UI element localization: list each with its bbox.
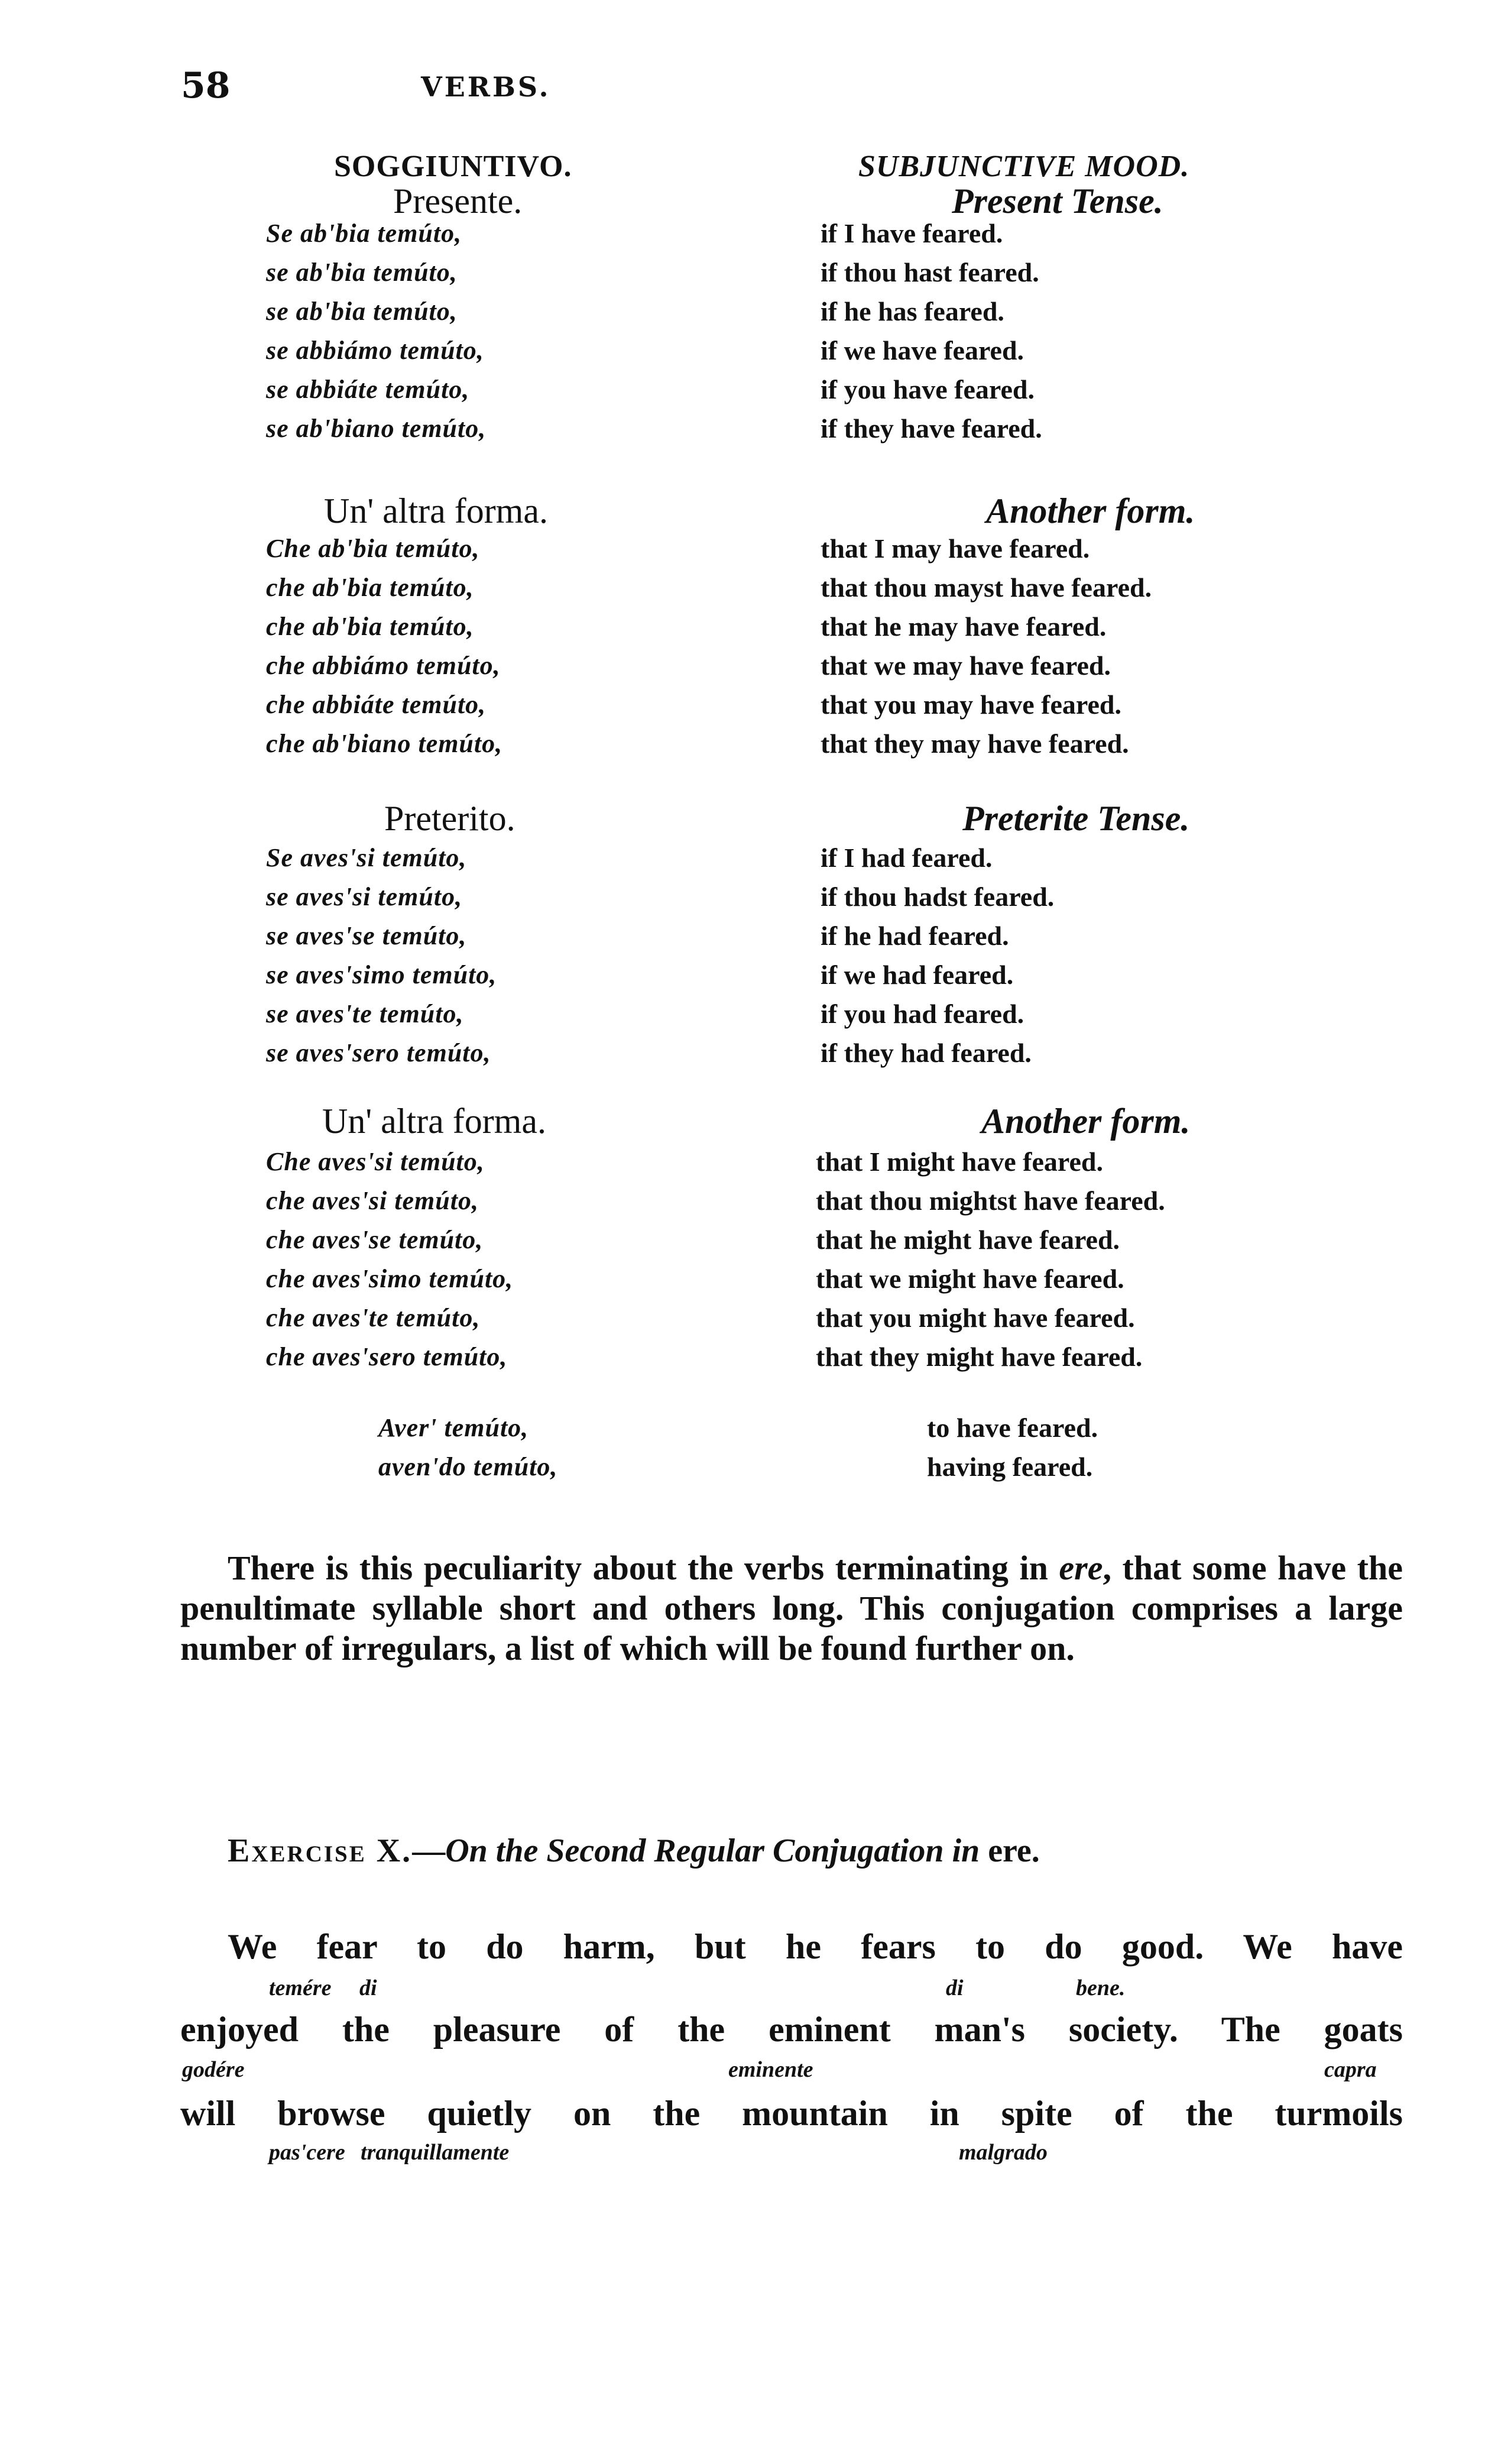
right-section-heading: Another form. — [986, 491, 1195, 530]
exercise-line: will browse quietly on the mountain in spite of the turmoils — [180, 2094, 1403, 2133]
english-line: that thou mightst have feared. — [816, 1186, 1165, 1216]
italian-line: se aves'sero temúto, — [266, 1038, 491, 1067]
right-section-heading: Present Tense. — [952, 182, 1163, 221]
english-line: if we have feared. — [821, 335, 1024, 365]
english-line: if I have feared. — [821, 218, 1003, 248]
english-line: that you might have feared. — [816, 1303, 1135, 1333]
italian-line: se aves'te temúto, — [266, 999, 464, 1028]
gloss: tranquillamente — [361, 2140, 510, 2165]
english-line: if thou hast feared. — [821, 257, 1039, 287]
right-mood-heading: SUBJUNCTIVE MOOD. — [858, 150, 1190, 183]
english-line: that I might have feared. — [816, 1147, 1103, 1177]
english-line: if thou hadst feared. — [821, 882, 1055, 912]
italian-conjugation-list — [266, 214, 486, 448]
left-section-heading: Presente. — [393, 182, 523, 221]
english-line: if you had feared. — [821, 999, 1024, 1029]
exercise-title: On the Second Regular Conjugation in — [445, 1832, 980, 1869]
english-line: having feared. — [927, 1452, 1093, 1482]
english-line: that he might have feared. — [816, 1225, 1120, 1255]
right-section-heading: Preterite Tense. — [962, 799, 1190, 838]
italian-line: che aves'si temúto, — [266, 1186, 479, 1215]
gloss: bene. — [1076, 1976, 1126, 2000]
italian-line: che abbiáte temúto, — [266, 690, 487, 719]
italian-line: che aves'se temúto, — [266, 1225, 484, 1254]
italian-conjugation-list — [266, 1142, 513, 1377]
italian-line: che aves'simo temúto, — [266, 1264, 514, 1293]
italian-line: se ab'bia temúto, — [266, 258, 458, 287]
italian-line: se aves'simo temúto, — [266, 960, 497, 989]
english-line: if they had feared. — [821, 1038, 1032, 1068]
english-line: that we might have feared. — [816, 1264, 1124, 1294]
exercise-line: We fear to do harm, but he fears to do good. We have — [228, 1927, 1403, 1966]
italian-line: Se ab'bia temúto, — [266, 219, 462, 248]
paragraph-text-end: , that some have the penultimate syllable short and others long. This conjugation comprises a large number of irregulars, a list of which will be found further on. — [180, 1549, 1403, 1668]
italian-conjugation-list — [266, 529, 502, 763]
italian-line: che aves'te temúto, — [266, 1303, 481, 1332]
italian-infinitive-forms — [378, 1409, 557, 1487]
english-line: that thou mayst have feared. — [821, 572, 1152, 603]
italian-line: che aves'sero temúto, — [266, 1342, 508, 1371]
gloss: godére — [182, 2057, 245, 2082]
italian-line: Che aves'si temúto, — [266, 1147, 485, 1176]
italian-line: se abbiáte temúto, — [266, 375, 470, 404]
paragraph-italic-term: ere — [1059, 1549, 1103, 1587]
gloss: temére — [269, 1976, 332, 2000]
english-conjugation-list — [821, 838, 1054, 1073]
italian-conjugation-list — [266, 838, 497, 1073]
exercise-line: enjoyed the pleasure of the eminent man's society. The goats — [180, 2010, 1403, 2049]
italian-line: che abbiámo temúto, — [266, 651, 501, 680]
italian-line: che ab'bia temúto, — [266, 573, 474, 602]
italian-line: se abbiámo temúto, — [266, 336, 484, 365]
exercise-dash: — — [412, 1832, 446, 1869]
english-line: if he had feared. — [821, 921, 1009, 951]
exercise-title-end: ere. — [980, 1832, 1040, 1869]
english-conjugation-list — [821, 529, 1152, 763]
exercise-heading — [228, 1832, 1040, 1870]
english-line: that he may have feared. — [821, 611, 1107, 642]
english-line: that I may have feared. — [821, 533, 1090, 564]
english-line: that we may have feared. — [821, 650, 1111, 681]
italian-line: Che ab'bia temúto, — [266, 534, 480, 563]
english-infinitive-forms — [927, 1409, 1098, 1487]
gloss: malgrado — [959, 2140, 1048, 2165]
gloss: capra — [1324, 2057, 1377, 2082]
left-section-heading: Preterito. — [384, 799, 515, 838]
page-number: 58 — [181, 65, 231, 106]
english-line: if they have feared. — [821, 413, 1042, 443]
italian-line: che ab'bia temúto, — [266, 612, 474, 641]
left-mood-heading: SOGGIUNTIVO. — [334, 150, 572, 183]
english-conjugation-list — [816, 1142, 1165, 1377]
running-head: VERBS. — [421, 71, 551, 103]
italian-line: Se aves'si temúto, — [266, 843, 467, 872]
italian-line: aven'do temúto, — [378, 1452, 558, 1481]
italian-line: Aver' temúto, — [378, 1413, 529, 1442]
left-section-heading: Un' altra forma. — [322, 1102, 546, 1141]
english-line: if we had feared. — [821, 960, 1014, 990]
gloss: di — [359, 1976, 377, 2000]
exercise-label: Exercise X. — [228, 1832, 413, 1869]
gloss: eminente — [728, 2057, 813, 2082]
right-section-heading: Another form. — [981, 1102, 1191, 1141]
english-line: that you may have feared. — [821, 689, 1121, 720]
italian-line: se aves'se temúto, — [266, 921, 467, 950]
italian-line: se ab'biano temúto, — [266, 414, 487, 443]
gloss: pas'cere — [269, 2140, 345, 2165]
english-line: if he has feared. — [821, 296, 1004, 326]
italian-line: se ab'bia temúto, — [266, 297, 458, 326]
english-line: if you have feared. — [821, 374, 1035, 404]
english-line: that they might have feared. — [816, 1342, 1143, 1372]
left-section-heading: Un' altra forma. — [324, 491, 548, 530]
gloss: di — [946, 1976, 964, 2000]
italian-line: se aves'si temúto, — [266, 882, 463, 911]
italian-line: che ab'biano temúto, — [266, 729, 503, 758]
explanatory-paragraph — [180, 1548, 1403, 1669]
english-line: to have feared. — [927, 1413, 1098, 1443]
english-line: that they may have feared. — [821, 728, 1129, 759]
english-line: if I had feared. — [821, 843, 993, 873]
english-conjugation-list — [821, 214, 1042, 448]
paragraph-text-start: There is this peculiarity about the verbs terminating in — [228, 1549, 1059, 1587]
